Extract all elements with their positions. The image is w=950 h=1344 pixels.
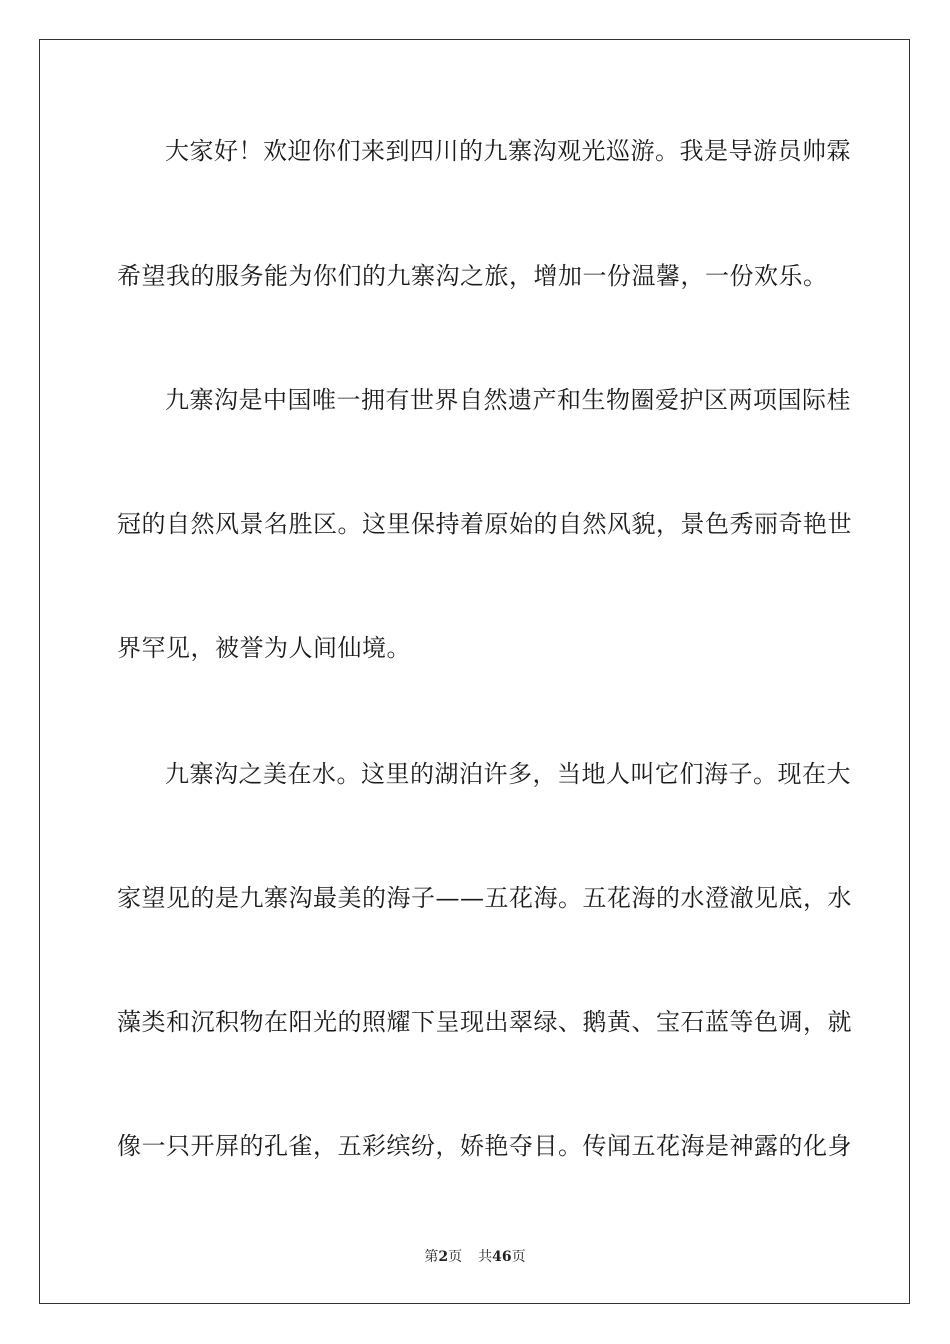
paragraph-2-line-3: 界罕见，被誉为人间仙境。 — [117, 634, 411, 662]
page-border — [39, 39, 910, 1304]
paragraph-1-line-2: 希望我的服务能为你们的九寨沟之旅，增加一份温馨，一份欢乐。 — [117, 262, 828, 290]
paragraph-2-line-2: 冠的自然风景名胜区。这里保持着原始的自然风貌，景色秀丽奇艳世 — [117, 510, 852, 538]
paragraph-3-line-2: 家望见的是九寨沟最美的海子——五花海。五花海的水澄澈见底，水 — [117, 884, 852, 912]
page-footer — [0, 1248, 950, 1266]
paragraph-3-line-1: 九寨沟之美在水。这里的湖泊许多，当地人叫它们海子。现在大 — [165, 760, 851, 788]
paragraph-3-line-4: 像一只开屏的孔雀，五彩缤纷，娇艳夺目。传闻五花海是神露的化身 — [117, 1132, 852, 1160]
paragraph-2-line-1: 九寨沟是中国唯一拥有世界自然遗产和生物圈爱护区两项国际桂 — [165, 386, 851, 414]
paragraph-3-line-3: 藻类和沉积物在阳光的照耀下呈现出翠绿、鹅黄、宝石蓝等色调，就 — [117, 1008, 852, 1036]
total-pages-label: 共46页 — [478, 1249, 526, 1265]
paragraph-1-line-1: 大家好！欢迎你们来到四川的九寨沟观光巡游。我是导游员帅霖 — [165, 137, 851, 165]
page-number-label: 第2页 — [424, 1249, 463, 1265]
